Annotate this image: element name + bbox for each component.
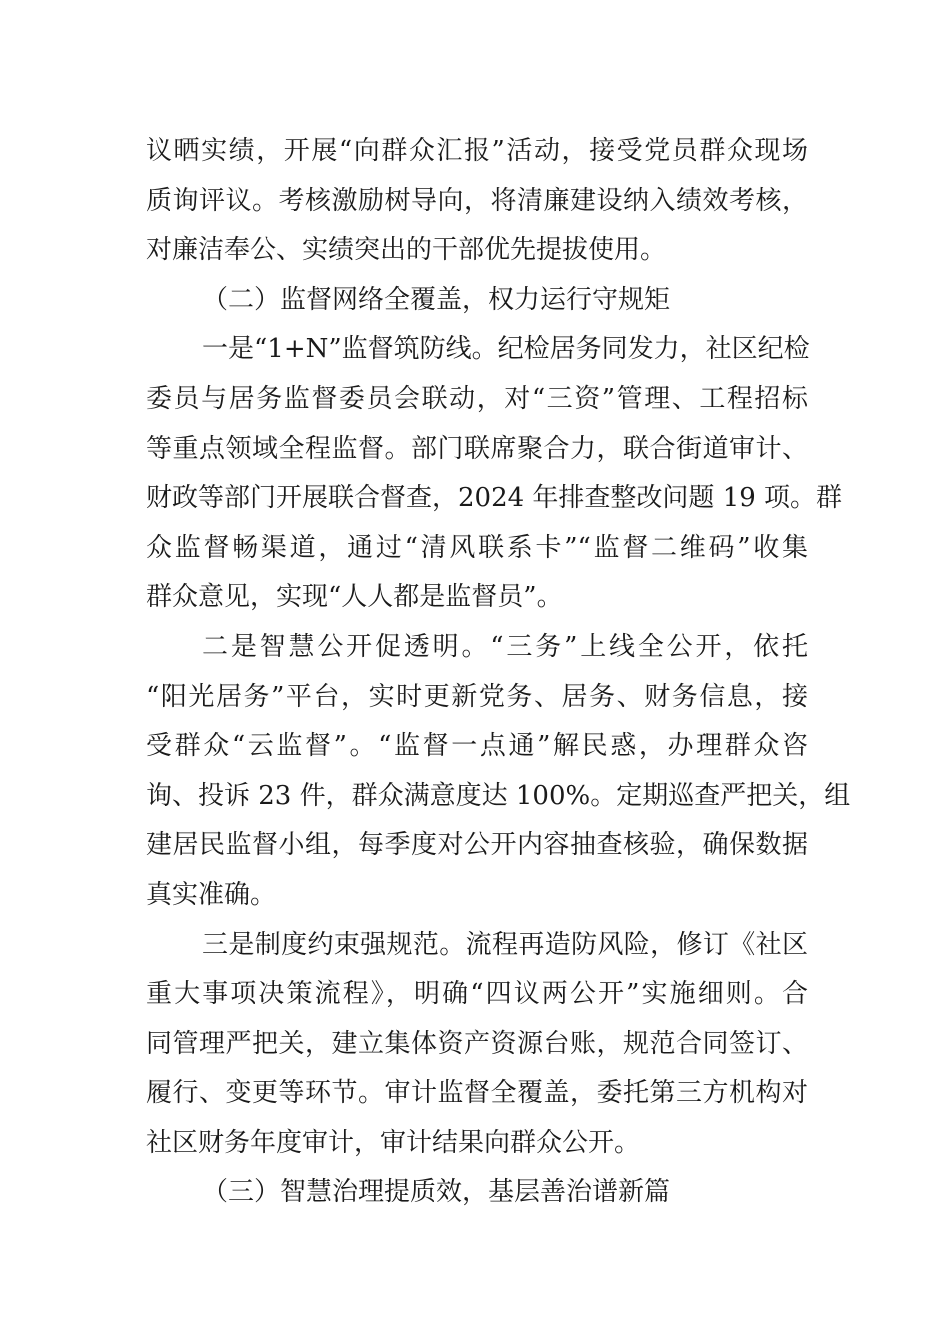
text-line: 等重点领域全程监督。部门联席聚合力，联合街道审计、	[146, 433, 808, 464]
heading-text: （二）监督网络全覆盖，权力运行守规矩	[202, 284, 671, 315]
text-line: 同管理严把关，建立集体资产资源台账，规范合同签订、	[146, 1028, 808, 1059]
heading-text: （三）智慧治理提质效，基层善治谱新篇	[202, 1177, 671, 1208]
paragraph-oversight-defense	[146, 325, 843, 623]
text-line: 询、投诉 23 件，群众满意度达 100%。定期巡查严把关，组	[146, 780, 851, 811]
section-heading-2	[146, 276, 808, 326]
section-heading-3	[146, 1168, 808, 1218]
text-line: 质询评议。考核激励树导向，将清廉建设纳入绩效考核，	[146, 185, 808, 216]
text-line: 履行、变更等环节。审计监督全覆盖，委托第三方机构对	[146, 1078, 808, 1109]
paragraph-continuation	[146, 127, 808, 276]
text-line: 群众意见，实现“人人都是监督员”。	[146, 582, 563, 613]
text-line: 财政等部门开展联合督查，2024 年排查整改问题 19 项。群	[146, 483, 843, 514]
text-line: “阳光居务”平台，实时更新党务、居务、财务信息，接	[146, 681, 808, 712]
document-body	[146, 127, 851, 1218]
paragraph-smart-disclosure	[146, 623, 851, 921]
text-line: 社区财务年度审计，审计结果向群众公开。	[146, 1127, 641, 1158]
text-line: 重大事项决策流程》，明确“四议两公开”实施细则。合	[146, 979, 808, 1010]
text-line: 一是“1+N”监督筑防线。纪检居务同发力，社区纪检	[202, 334, 810, 365]
text-line: 三是制度约束强规范。流程再造防风险，修订《社区	[202, 929, 808, 960]
text-line: 建居民监督小组，每季度对公开内容抽查核验，确保数据	[146, 830, 808, 861]
text-line: 议晒实绩，开展“向群众汇报”活动，接受党员群众现场	[146, 136, 808, 166]
text-line: 众监督畅渠道，通过“清风联系卡”“监督二维码”收集	[146, 532, 808, 563]
text-line: 对廉洁奉公、实绩突出的干部优先提拔使用。	[146, 235, 667, 266]
text-line: 二是智慧公开促透明。“三务”上线全公开，依托	[202, 631, 808, 662]
paragraph-institutional-constraints	[146, 921, 808, 1169]
text-line: 受群众“云监督”。“监督一点通”解民惑，办理群众咨	[146, 731, 808, 762]
text-line: 真实准确。	[146, 879, 277, 910]
text-line: 委员与居务监督委员会联动，对“三资”管理、工程招标	[146, 383, 808, 414]
